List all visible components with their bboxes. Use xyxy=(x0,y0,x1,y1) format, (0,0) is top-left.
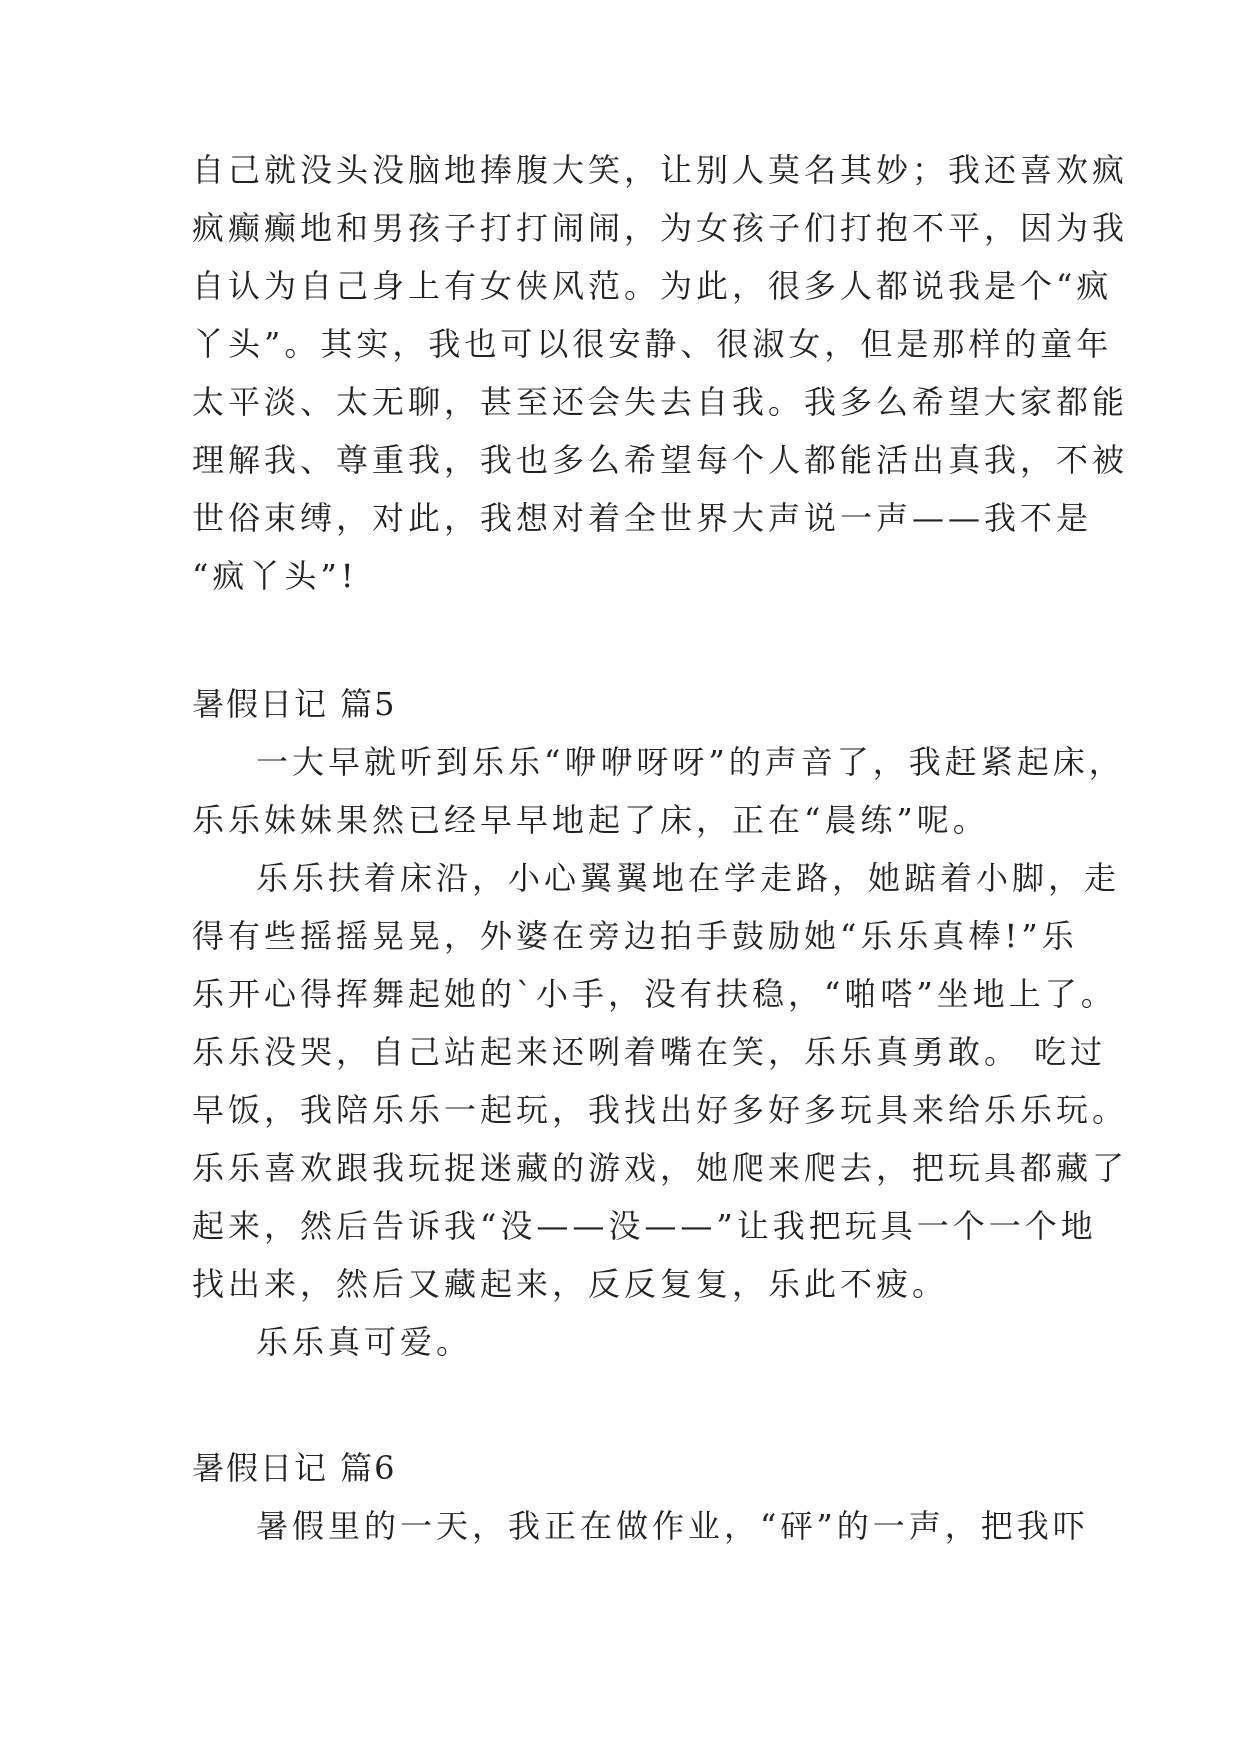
paragraph-line: 自己就没头没脑地捧腹大笑，让别人莫名其妙；我还喜欢疯 xyxy=(192,151,1129,189)
paragraph-line: 起来，然后告诉我“没——没——”让我把玩具一个一个地 xyxy=(192,1207,1097,1245)
paragraph-line: 暑假里的一天，我正在做作业，“砰”的一声，把我吓 xyxy=(256,1507,1089,1545)
paragraph-line: 乐开心得挥舞起她的`小手，没有扶稳，“啪嗒”坐地上了。 xyxy=(192,975,1117,1013)
paragraph-line: 乐乐没哭，自己站起来还咧着嘴在笑，乐乐真勇敢。 吃过 xyxy=(192,1033,1107,1071)
paragraph-line: 乐乐喜欢跟我玩捉迷藏的游戏，她爬来爬去，把玩具都藏了 xyxy=(192,1149,1129,1187)
paragraph-line: 早饭，我陪乐乐一起玩，我找出好多好多玩具来给乐乐玩。 xyxy=(192,1091,1129,1129)
paragraph-line: 乐乐真可爱。 xyxy=(256,1323,473,1361)
paragraph-line: 丫头”。其实，我也可以很安静、很淑女，但是那样的童年 xyxy=(192,325,1113,363)
paragraph-line: 疯癫癫地和男孩子打打闹闹，为女孩子们打抱不平，因为我 xyxy=(192,209,1129,247)
paragraph-line: 乐乐妹妹果然已经早早地起了床，正在“晨练”呢。 xyxy=(192,801,989,839)
paragraph-line: 自认为自己身上有女侠风范。为此，很多人都说我是个“疯 xyxy=(192,267,1113,305)
paragraph-line: 乐乐扶着床沿，小心翼翼地在学走路，她踮着小脚，走 xyxy=(256,859,1121,897)
paragraph-line: 一大早就听到乐乐“咿咿呀呀”的声音了，我赶紧起床， xyxy=(256,743,1125,781)
section-heading: 暑假日记 篇5 xyxy=(192,685,397,723)
paragraph-line: 得有些摇摇晃晃，外婆在旁边拍手鼓励她“乐乐真棒!”乐 xyxy=(192,917,1078,955)
paragraph-line: 世俗束缚，对此，我想对着全世界大声说一声——我不是 xyxy=(192,499,1093,537)
paragraph-line: 找出来，然后又藏起来，反反复复，乐此不疲。 xyxy=(192,1265,949,1303)
paragraph-line: 太平淡、太无聊，甚至还会失去自我。我多么希望大家都能 xyxy=(192,383,1129,421)
paragraph-line: 理解我、尊重我，我也多么希望每个人都能活出真我，不被 xyxy=(192,441,1129,479)
paragraph-line: “疯丫头”! xyxy=(192,557,358,595)
section-heading: 暑假日记 篇6 xyxy=(192,1449,397,1487)
